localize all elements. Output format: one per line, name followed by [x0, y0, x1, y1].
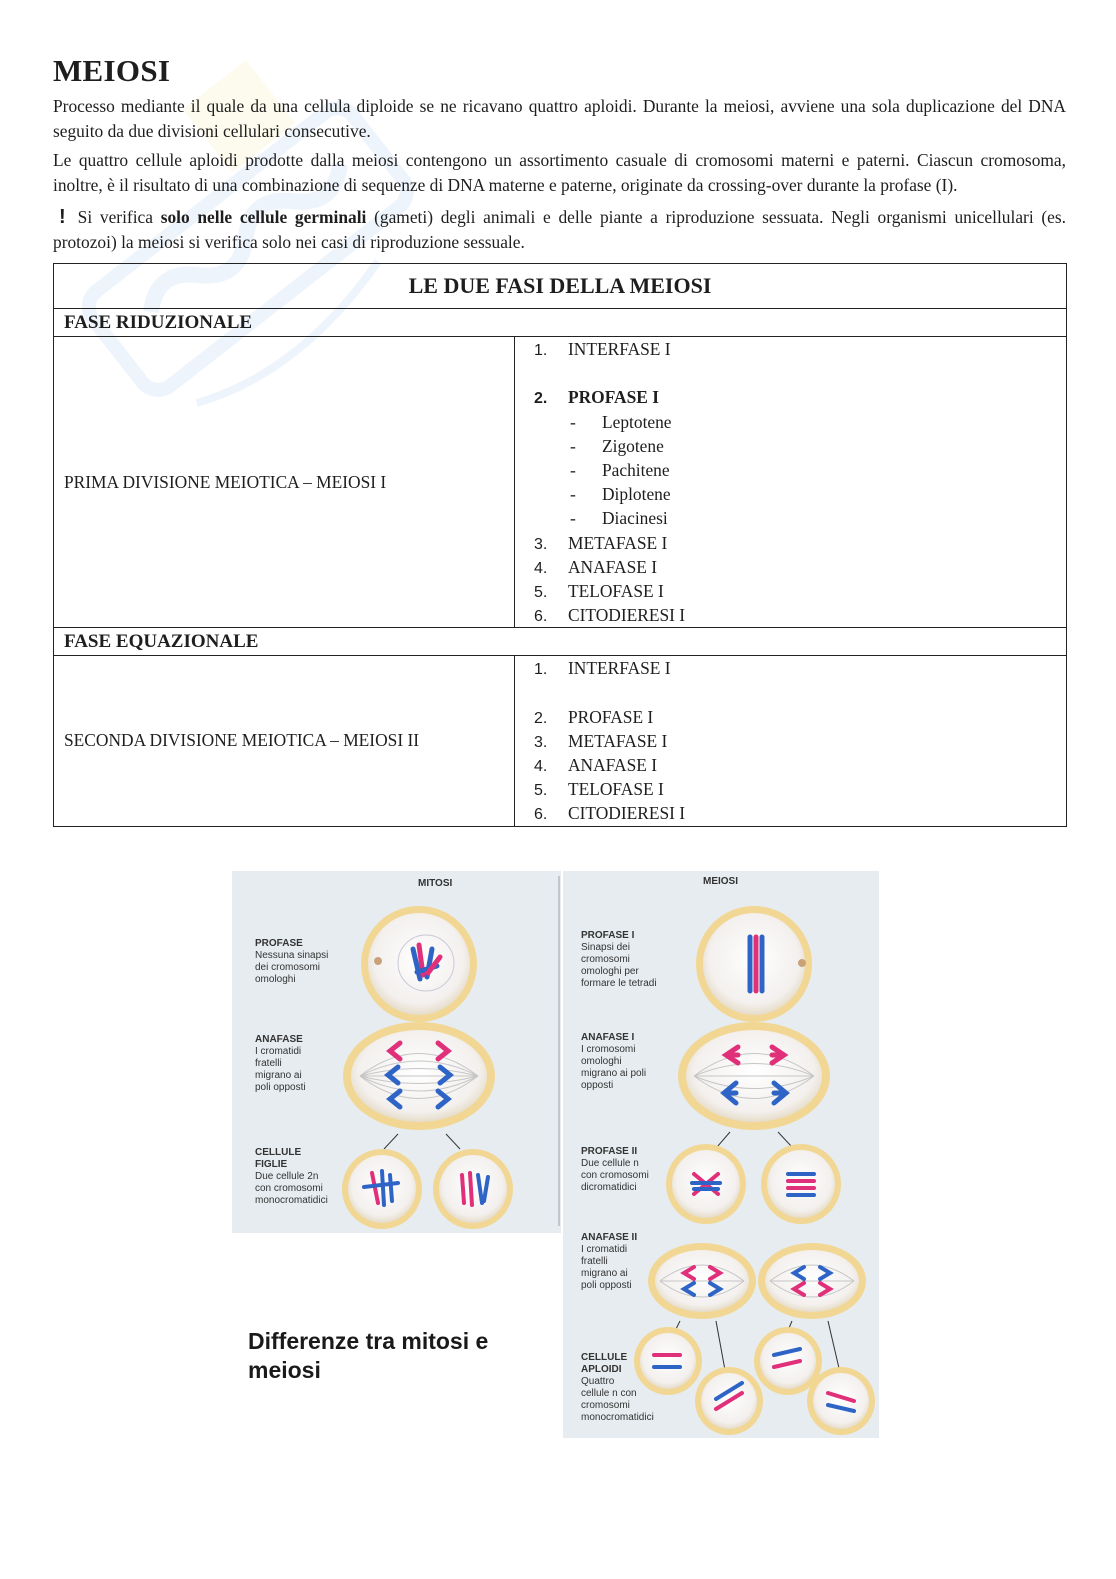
meiosis-header: MEIOSI — [703, 876, 739, 887]
list-item: 2. PROFASE I — [534, 387, 659, 408]
meiosis-anaphase2-cell — [758, 1243, 866, 1319]
mitosis-anafase-label: ANAFASE I cromatidi fratelli migrano ai poli opposti — [255, 1034, 306, 1093]
division-1-steps — [525, 337, 1056, 627]
division-2-steps — [525, 656, 1056, 825]
mitosis-prophase-cell — [361, 906, 477, 1022]
mitosis-daughter-cell — [433, 1149, 513, 1229]
sub-list-item: - Leptotene — [570, 411, 672, 432]
list-item: 6. CITODIERESI I — [534, 605, 686, 626]
list-item: 1. INTERFASE I — [534, 339, 671, 359]
division-1-label: PRIMA DIVISIONE MEIOTICA – MEIOSI I — [54, 337, 515, 628]
meiosis-phases-table — [53, 263, 1067, 827]
sub-list-item: - Pachitene — [570, 459, 670, 480]
sub-list-item: - Zigotene — [570, 435, 664, 456]
list-item: 3. METAFASE I — [534, 532, 668, 553]
mitosis-profase-label: PROFASE Nessuna sinapsi dei cromosomi omologhi — [255, 938, 329, 985]
sub-list-item: - Diplotene — [570, 484, 671, 505]
mitosis-header: MITOSI — [418, 878, 453, 889]
phase-equazionale-header: FASE EQUAZIONALE — [54, 628, 1067, 656]
meiosis-anaphase2-cell — [648, 1243, 756, 1319]
haploid-cell — [807, 1367, 875, 1435]
meiosis-profase2-label: PROFASE II Due cellule n con cromosomi dicromatidici — [581, 1146, 649, 1193]
page-title: MEIOSI — [53, 53, 171, 88]
division-2-label: SECONDA DIVISIONE MEIOTICA – MEIOSI II — [54, 656, 515, 826]
list-item: 5. TELOFASE I — [534, 580, 664, 601]
haploid-cell — [695, 1367, 763, 1435]
assortment-paragraph: Le quattro cellule aploidi prodotte dalla meiosi contengono un assortimento casuale di cromosomi materni e paterni. Ciascun cromosoma, inoltre, è il risultato di una combinazione di sequenze di DNA materne e paterne, originate da crossing-over durante la profase (I). — [53, 150, 1066, 195]
table-title: LE DUE FASI DELLA MEIOSI — [54, 264, 1067, 309]
page-content — [53, 50, 1066, 827]
mitosis-cellule-label: CELLULE FIGLIE Due cellule 2n con cromosomi monocromatidici — [255, 1147, 328, 1206]
meiosis-anaphase1-cell — [678, 1022, 830, 1130]
meiosis-anafase1-label: ANAFASE I I cromosomi omologhi migrano ai poli opposti — [581, 1032, 647, 1091]
haploid-cell — [634, 1327, 702, 1395]
germ-text-after: (gameti) degli animali e delle piante a riproduzione sessuata. Negli organismi unicellulari (es. protozoi) la meiosi si verifica solo nei casi di riproduzione sessuale. — [53, 207, 1066, 252]
list-gap — [525, 361, 1056, 385]
germ-text-before: Si verifica — [77, 207, 161, 227]
list-item: 2. PROFASE I — [534, 706, 654, 727]
division-1-steps-cell — [515, 337, 1067, 628]
sub-list-item: - Diacinesi — [570, 508, 668, 529]
list-item: 1. INTERFASE I — [534, 658, 671, 679]
cell-diagrams — [232, 871, 879, 1438]
meiosis-prophase2-cell — [666, 1144, 746, 1224]
meiosis-anafase2-label: ANAFASE II I cromatidi fratelli migrano ai poli opposti — [581, 1232, 638, 1291]
division-2-steps-cell — [515, 656, 1067, 826]
mitosis-daughter-cell — [342, 1149, 422, 1229]
list-item: 4. ANAFASE I — [534, 755, 658, 775]
meiosis-prophase2-cell — [761, 1144, 841, 1224]
germ-cells-paragraph — [53, 205, 1066, 254]
list-item: 6. CITODIERESI I — [534, 803, 686, 824]
list-item: 4. ANAFASE I — [534, 556, 658, 577]
list-gap — [525, 680, 1056, 704]
figure-caption: Differenze tra mitosi e meiosi — [248, 1328, 489, 1383]
intro-paragraph: Processo mediante il quale da una cellula diploide se ne ricavano quattro aploidi. Durante la meiosi, avviene una sola duplicazione del DNA seguito da due divisioni cellulari consecutive. — [53, 96, 1066, 141]
mitosis-meiosis-figure — [232, 871, 879, 1438]
phase-riduzionale-header: FASE RIDUZIONALE — [54, 309, 1067, 337]
mitosis-anaphase-cell — [343, 1022, 495, 1130]
meiosis-profase1-label: PROFASE I Sinapsi dei cromosomi omologhi per formare le tetradi — [581, 930, 657, 989]
exclamation-icon: ! — [59, 206, 66, 228]
list-item: 3. METAFASE I — [534, 730, 668, 751]
meiosis-prophase1-cell — [696, 906, 812, 1022]
meiosis-cellule-label: CELLULE APLOIDI Quattro cellule n con cromosomi monocromatidici — [581, 1352, 654, 1423]
list-item: 5. TELOFASE I — [534, 779, 664, 800]
germ-text-bold: solo nelle cellule germinali — [160, 207, 367, 227]
